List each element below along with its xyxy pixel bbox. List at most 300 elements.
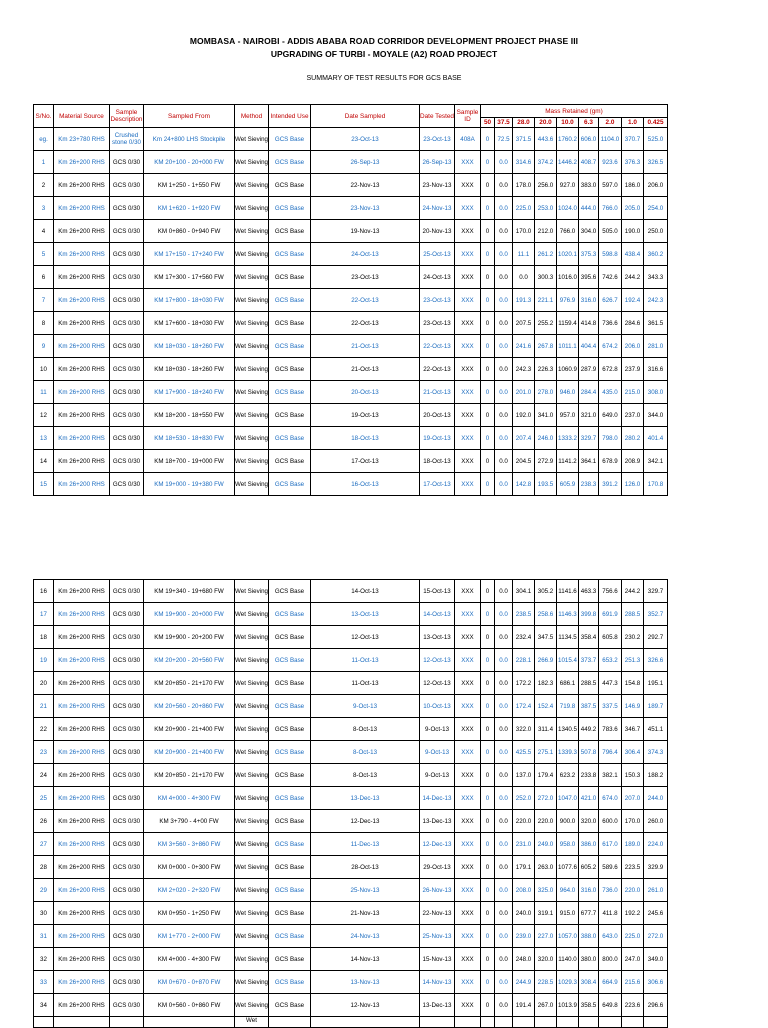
- row-mass-retained: 253.0: [535, 197, 557, 220]
- row-date-sampled: 13-Oct-13: [311, 603, 420, 626]
- row-method: Wet Sieving: [235, 580, 269, 603]
- row-sampled-from: KM 20+850 - 21+170 FW: [144, 672, 235, 695]
- row-date-sampled: 12-Nov-13: [311, 994, 420, 1017]
- row-sampled-from: KM 0+860 - 0+940 FW: [144, 220, 235, 243]
- row-sno: eg.: [34, 128, 54, 151]
- row-mass-retained: 249.0: [535, 833, 557, 856]
- row-sno: 34: [34, 994, 54, 1017]
- row-material-source: Km 26+200 RHS: [54, 197, 110, 220]
- row-mass-retained: 447.3: [599, 672, 622, 695]
- row-mass-retained: 255.2: [535, 312, 557, 335]
- row-mass-retained: 240.0: [513, 902, 535, 925]
- row-mass-retained: 626.7: [599, 289, 622, 312]
- row-date-sampled: 8-Oct-13: [311, 764, 420, 787]
- row-date-sampled: 18-Oct-13: [311, 427, 420, 450]
- row-sampled-from: KM 19+340 - 19+680 FW: [144, 580, 235, 603]
- row-mass-retained: 0.0: [495, 220, 513, 243]
- table-row: [34, 220, 668, 243]
- sieve-size-header: 20.0: [535, 118, 557, 128]
- row-sample-description: GCS 0/30: [110, 879, 144, 902]
- row-date-sampled: 23-Oct-13: [311, 266, 420, 289]
- row-mass-retained: 0: [481, 128, 495, 151]
- row-mass-retained: 796.4: [599, 741, 622, 764]
- row-mass-retained: 306.4: [622, 741, 644, 764]
- row-intended-use: GCS Base: [269, 672, 311, 695]
- row-sampled-from: KM 20+850 - 21+170 FW: [144, 764, 235, 787]
- row-material-source: Km 26+200 RHS: [54, 220, 110, 243]
- row-sno: 28: [34, 856, 54, 879]
- row-mass-retained: 1446.2: [557, 151, 579, 174]
- row-sampled-from: KM 1+250 - 1+550 FW: [144, 174, 235, 197]
- row-mass-retained: 376.3: [622, 151, 644, 174]
- row-sample-id: XXX: [455, 450, 481, 473]
- row-sample-description: GCS 0/30: [110, 994, 144, 1017]
- row-mass-retained: 179.1: [513, 856, 535, 879]
- row-sample-id: XXX: [455, 427, 481, 450]
- row-mass-retained: 0.0: [495, 764, 513, 787]
- row-sample-id: XXX: [455, 243, 481, 266]
- row-mass-retained: 305.2: [535, 580, 557, 603]
- row-mass-retained: 0: [481, 312, 495, 335]
- row-sampled-from: KM 3+560 - 3+860 FW: [144, 833, 235, 856]
- row-mass-retained: 391.2: [599, 473, 622, 496]
- row-date-tested: 9-Oct-13: [420, 718, 455, 741]
- row-mass-retained: 0: [481, 626, 495, 649]
- row-mass-retained: 0.0: [495, 856, 513, 879]
- row-method: Wet Sieving: [235, 128, 269, 151]
- row-mass-retained: 256.0: [535, 174, 557, 197]
- row-date-sampled: 19-Nov-13: [311, 220, 420, 243]
- row-mass-retained: 142.8: [513, 473, 535, 496]
- row-method: Wet Sieving: [235, 312, 269, 335]
- row-sample-id: XXX: [455, 151, 481, 174]
- row-mass-retained: 449.2: [579, 718, 599, 741]
- row-material-source: Km 26+200 RHS: [54, 358, 110, 381]
- row-sample-id: XXX: [455, 718, 481, 741]
- row-mass-retained: 320.0: [535, 948, 557, 971]
- row-intended-use: GCS Base: [269, 948, 311, 971]
- row-mass-retained: 146.9: [622, 695, 644, 718]
- row-mass-retained: 404.4: [579, 335, 599, 358]
- empty-cell: [644, 1017, 668, 1028]
- row-sampled-from: KM 17+600 - 18+030 FW: [144, 312, 235, 335]
- row-intended-use: GCS Base: [269, 695, 311, 718]
- table-row: [34, 810, 668, 833]
- row-date-sampled: 11-Oct-13: [311, 649, 420, 672]
- row-mass-retained: 1339.3: [557, 741, 579, 764]
- row-material-source: Km 26+200 RHS: [54, 787, 110, 810]
- row-mass-retained: 223.6: [622, 994, 644, 1017]
- row-sample-id: XXX: [455, 695, 481, 718]
- row-sample-description: GCS 0/30: [110, 358, 144, 381]
- row-mass-retained: 272.0: [535, 787, 557, 810]
- table-row: [34, 151, 668, 174]
- row-mass-retained: 246.0: [535, 427, 557, 450]
- row-mass-retained: 374.2: [535, 151, 557, 174]
- row-sample-description: GCS 0/30: [110, 335, 144, 358]
- row-mass-retained: 0: [481, 381, 495, 404]
- empty-cell: [110, 1017, 144, 1028]
- row-sample-description: GCS 0/30: [110, 626, 144, 649]
- row-date-sampled: 22-Oct-13: [311, 289, 420, 312]
- row-mass-retained: 0.0: [495, 672, 513, 695]
- row-date-tested: 25-Oct-13: [420, 243, 455, 266]
- row-date-tested: 21-Oct-13: [420, 381, 455, 404]
- row-date-sampled: 24-Nov-13: [311, 925, 420, 948]
- row-sample-id: XXX: [455, 289, 481, 312]
- row-mass-retained: 0: [481, 787, 495, 810]
- row-intended-use: GCS Base: [269, 151, 311, 174]
- row-mass-retained: 0.0: [495, 335, 513, 358]
- row-mass-retained: 337.5: [599, 695, 622, 718]
- row-mass-retained: 314.6: [513, 151, 535, 174]
- row-date-tested: 22-Oct-13: [420, 335, 455, 358]
- row-sample-id: XXX: [455, 335, 481, 358]
- row-date-sampled: 13-Nov-13: [311, 971, 420, 994]
- row-mass-retained: 617.0: [599, 833, 622, 856]
- row-intended-use: GCS Base: [269, 833, 311, 856]
- row-mass-retained: 208.9: [622, 450, 644, 473]
- row-sample-description: GCS 0/30: [110, 243, 144, 266]
- table-row: [34, 381, 668, 404]
- row-sample-description: GCS 0/30: [110, 220, 144, 243]
- row-date-tested: 12-Oct-13: [420, 649, 455, 672]
- row-date-sampled: 23-Nov-13: [311, 197, 420, 220]
- row-mass-retained: 190.0: [622, 220, 644, 243]
- table-row: [34, 833, 668, 856]
- row-mass-retained: 1016.0: [557, 266, 579, 289]
- row-date-sampled: 21-Oct-13: [311, 335, 420, 358]
- row-method: Wet Sieving: [235, 197, 269, 220]
- row-mass-retained: 719.8: [557, 695, 579, 718]
- row-mass-retained: 0: [481, 580, 495, 603]
- row-sample-id: XXX: [455, 833, 481, 856]
- row-mass-retained: 326.5: [644, 151, 668, 174]
- table-row: [34, 672, 668, 695]
- row-material-source: Km 26+200 RHS: [54, 427, 110, 450]
- row-mass-retained: 342.1: [644, 450, 668, 473]
- row-mass-retained: 742.6: [599, 266, 622, 289]
- row-method: Wet: [235, 1017, 269, 1028]
- row-mass-retained: 386.0: [579, 833, 599, 856]
- row-method: Wet Sieving: [235, 741, 269, 764]
- row-sample-description: GCS 0/30: [110, 381, 144, 404]
- row-mass-retained: 0.0: [495, 994, 513, 1017]
- row-mass-retained: 0.0: [495, 243, 513, 266]
- row-intended-use: GCS Base: [269, 174, 311, 197]
- row-sample-description: GCS 0/30: [110, 450, 144, 473]
- row-mass-retained: 233.8: [579, 764, 599, 787]
- row-sample-description: GCS 0/30: [110, 902, 144, 925]
- row-mass-retained: 1140.0: [557, 948, 579, 971]
- row-sampled-from: KM 20+560 - 20+860 FW: [144, 695, 235, 718]
- row-mass-retained: 1760.2: [557, 128, 579, 151]
- row-mass-retained: 205.0: [622, 197, 644, 220]
- row-mass-retained: 414.8: [579, 312, 599, 335]
- row-material-source: Km 26+200 RHS: [54, 925, 110, 948]
- row-sample-description: GCS 0/30: [110, 787, 144, 810]
- row-mass-retained: 0.0: [495, 787, 513, 810]
- row-mass-retained: 207.0: [622, 787, 644, 810]
- row-mass-retained: 957.0: [557, 404, 579, 427]
- row-mass-retained: 408.7: [579, 151, 599, 174]
- row-mass-retained: 215.6: [622, 971, 644, 994]
- row-mass-retained: 0: [481, 358, 495, 381]
- row-intended-use: GCS Base: [269, 427, 311, 450]
- table-row: [34, 925, 668, 948]
- row-mass-retained: 189.0: [622, 833, 644, 856]
- row-sample-description: GCS 0/30: [110, 473, 144, 496]
- row-intended-use: GCS Base: [269, 925, 311, 948]
- row-material-source: Km 26+200 RHS: [54, 626, 110, 649]
- table-row: [34, 312, 668, 335]
- row-mass-retained: 0.0: [495, 626, 513, 649]
- table-row-partial: [34, 1017, 668, 1028]
- row-mass-retained: 1333.2: [557, 427, 579, 450]
- row-mass-retained: 329.7: [644, 580, 668, 603]
- row-mass-retained: 0: [481, 151, 495, 174]
- row-date-tested: 13-Oct-13: [420, 626, 455, 649]
- row-method: Wet Sieving: [235, 810, 269, 833]
- row-mass-retained: 0: [481, 450, 495, 473]
- sieve-size-header: 37.5: [495, 118, 513, 128]
- row-mass-retained: 188.2: [644, 764, 668, 787]
- row-mass-retained: 0.0: [495, 741, 513, 764]
- empty-cell: [579, 1017, 599, 1028]
- row-mass-retained: 964.0: [557, 879, 579, 902]
- row-mass-retained: 254.0: [644, 197, 668, 220]
- table-row: [34, 741, 668, 764]
- row-mass-retained: 281.0: [644, 335, 668, 358]
- row-mass-retained: 387.5: [579, 695, 599, 718]
- row-sample-description: GCS 0/30: [110, 833, 144, 856]
- col-material-source: Material Source: [54, 105, 110, 128]
- results-body-bottom: [34, 580, 668, 1028]
- row-mass-retained: 605.2: [579, 856, 599, 879]
- row-mass-retained: 444.0: [579, 197, 599, 220]
- row-mass-retained: 0.0: [495, 289, 513, 312]
- row-sampled-from: KM 4+000 - 4+300 FW: [144, 948, 235, 971]
- row-mass-retained: 597.0: [599, 174, 622, 197]
- row-sample-id: XXX: [455, 879, 481, 902]
- row-material-source: Km 26+200 RHS: [54, 473, 110, 496]
- row-mass-retained: 0: [481, 741, 495, 764]
- row-method: Wet Sieving: [235, 450, 269, 473]
- row-method: Wet Sieving: [235, 381, 269, 404]
- row-sample-id: XXX: [455, 971, 481, 994]
- row-mass-retained: 224.0: [644, 833, 668, 856]
- row-mass-retained: 1340.5: [557, 718, 579, 741]
- row-mass-retained: 0.0: [495, 925, 513, 948]
- row-material-source: Km 26+200 RHS: [54, 289, 110, 312]
- row-date-sampled: 25-Nov-13: [311, 879, 420, 902]
- row-mass-retained: 0.0: [495, 810, 513, 833]
- row-date-sampled: 26-Sep-13: [311, 151, 420, 174]
- row-method: Wet Sieving: [235, 971, 269, 994]
- report-title: MOMBASA - NAIROBI - ADDIS ABABA ROAD CORRIDOR DEVELOPMENT PROJECT PHASE III: [189, 36, 579, 46]
- row-method: Wet Sieving: [235, 473, 269, 496]
- row-sno: 21: [34, 695, 54, 718]
- row-mass-retained: 284.4: [579, 381, 599, 404]
- row-mass-retained: 1047.0: [557, 787, 579, 810]
- row-method: Wet Sieving: [235, 289, 269, 312]
- row-mass-retained: 358.5: [579, 994, 599, 1017]
- row-mass-retained: 304.1: [513, 580, 535, 603]
- row-mass-retained: 170.8: [644, 473, 668, 496]
- row-sample-id: 408A: [455, 128, 481, 151]
- row-mass-retained: 267.8: [535, 335, 557, 358]
- row-sample-description: GCS 0/30: [110, 427, 144, 450]
- row-method: Wet Sieving: [235, 358, 269, 381]
- row-intended-use: GCS Base: [269, 473, 311, 496]
- row-sample-description: GCS 0/30: [110, 312, 144, 335]
- row-sno: 16: [34, 580, 54, 603]
- row-date-tested: 12-Dec-13: [420, 833, 455, 856]
- row-date-sampled: 21-Oct-13: [311, 358, 420, 381]
- row-mass-retained: 172.4: [513, 695, 535, 718]
- row-sampled-from: KM 20+200 - 20+560 FW: [144, 649, 235, 672]
- row-mass-retained: 320.0: [579, 810, 599, 833]
- table-row: [34, 174, 668, 197]
- empty-cell: [269, 1017, 311, 1028]
- row-method: Wet Sieving: [235, 948, 269, 971]
- row-sno: 9: [34, 335, 54, 358]
- row-sample-id: XXX: [455, 810, 481, 833]
- results-table-bottom: [33, 579, 668, 1028]
- row-intended-use: GCS Base: [269, 810, 311, 833]
- row-material-source: Km 26+200 RHS: [54, 994, 110, 1017]
- empty-cell: [599, 1017, 622, 1028]
- row-sampled-from: KM 19+900 - 20+000 FW: [144, 603, 235, 626]
- row-mass-retained: 272.0: [644, 925, 668, 948]
- table-row: [34, 971, 668, 994]
- row-mass-retained: 250.0: [644, 220, 668, 243]
- row-date-sampled: 17-Oct-13: [311, 450, 420, 473]
- row-date-sampled: 22-Oct-13: [311, 312, 420, 335]
- row-date-sampled: 28-Oct-13: [311, 856, 420, 879]
- row-mass-retained: 643.0: [599, 925, 622, 948]
- row-mass-retained: 0.0: [495, 266, 513, 289]
- row-mass-retained: 0: [481, 925, 495, 948]
- row-mass-retained: 0.0: [495, 381, 513, 404]
- table-row: [34, 856, 668, 879]
- row-intended-use: GCS Base: [269, 994, 311, 1017]
- row-mass-retained: 195.1: [644, 672, 668, 695]
- row-sampled-from: KM 2+020 - 2+320 FW: [144, 879, 235, 902]
- row-mass-retained: 0.0: [495, 450, 513, 473]
- empty-cell: [535, 1017, 557, 1028]
- results-body-top: [34, 128, 668, 496]
- row-mass-retained: 0.0: [495, 948, 513, 971]
- row-mass-retained: 1104.0: [599, 128, 622, 151]
- row-sample-id: XXX: [455, 948, 481, 971]
- row-mass-retained: 288.5: [622, 603, 644, 626]
- row-mass-retained: 388.0: [579, 925, 599, 948]
- row-mass-retained: 344.0: [644, 404, 668, 427]
- row-intended-use: GCS Base: [269, 335, 311, 358]
- row-mass-retained: 192.2: [622, 902, 644, 925]
- row-mass-retained: 300.3: [535, 266, 557, 289]
- row-mass-retained: 186.0: [622, 174, 644, 197]
- row-intended-use: GCS Base: [269, 312, 311, 335]
- row-mass-retained: 0: [481, 718, 495, 741]
- row-mass-retained: 137.0: [513, 764, 535, 787]
- row-mass-retained: 287.9: [579, 358, 599, 381]
- row-mass-retained: 201.0: [513, 381, 535, 404]
- row-mass-retained: 976.9: [557, 289, 579, 312]
- row-mass-retained: 11.1: [513, 243, 535, 266]
- row-date-sampled: 22-Nov-13: [311, 174, 420, 197]
- row-sample-description: GCS 0/30: [110, 695, 144, 718]
- row-mass-retained: 1141.2: [557, 450, 579, 473]
- row-mass-retained: 915.0: [557, 902, 579, 925]
- row-mass-retained: 227.0: [535, 925, 557, 948]
- row-mass-retained: 204.5: [513, 450, 535, 473]
- row-mass-retained: 1141.6: [557, 580, 579, 603]
- row-mass-retained: 1060.9: [557, 358, 579, 381]
- row-date-tested: 17-Oct-13: [420, 473, 455, 496]
- row-sampled-from: KM 0+950 - 1+250 FW: [144, 902, 235, 925]
- row-material-source: Km 26+200 RHS: [54, 902, 110, 925]
- row-mass-retained: 272.9: [535, 450, 557, 473]
- row-intended-use: GCS Base: [269, 381, 311, 404]
- row-sampled-from: KM 18+200 - 18+550 FW: [144, 404, 235, 427]
- row-mass-retained: 189.7: [644, 695, 668, 718]
- row-intended-use: GCS Base: [269, 220, 311, 243]
- row-mass-retained: 623.2: [557, 764, 579, 787]
- row-mass-retained: 0.0: [495, 197, 513, 220]
- row-intended-use: GCS Base: [269, 902, 311, 925]
- row-date-tested: 29-Oct-13: [420, 856, 455, 879]
- row-date-tested: 25-Nov-13: [420, 925, 455, 948]
- row-sample-id: XXX: [455, 672, 481, 695]
- row-mass-retained: 329.9: [644, 856, 668, 879]
- row-mass-retained: 435.0: [599, 381, 622, 404]
- row-mass-retained: 678.9: [599, 450, 622, 473]
- row-mass-retained: 280.2: [622, 427, 644, 450]
- table-row: [34, 404, 668, 427]
- row-mass-retained: 244.2: [622, 266, 644, 289]
- row-mass-retained: 207.4: [513, 427, 535, 450]
- row-sampled-from: KM 19+900 - 20+200 FW: [144, 626, 235, 649]
- row-mass-retained: 221.1: [535, 289, 557, 312]
- empty-cell: [495, 1017, 513, 1028]
- row-material-source: Km 26+200 RHS: [54, 695, 110, 718]
- row-sno: 29: [34, 879, 54, 902]
- row-date-tested: 19-Oct-13: [420, 427, 455, 450]
- row-intended-use: GCS Base: [269, 764, 311, 787]
- col-intended-use: Intended Use: [269, 105, 311, 128]
- row-mass-retained: 664.9: [599, 971, 622, 994]
- row-sampled-from: KM 18+030 - 18+260 FW: [144, 358, 235, 381]
- row-mass-retained: 605.8: [599, 626, 622, 649]
- row-mass-retained: 443.6: [535, 128, 557, 151]
- row-date-tested: 26-Sep-13: [420, 151, 455, 174]
- row-date-sampled: 14-Oct-13: [311, 580, 420, 603]
- row-mass-retained: 0.0: [495, 580, 513, 603]
- row-sample-description: GCS 0/30: [110, 197, 144, 220]
- row-date-tested: 22-Oct-13: [420, 358, 455, 381]
- row-mass-retained: 606.0: [579, 128, 599, 151]
- col-date-sampled: Date Sampled: [311, 105, 420, 128]
- row-sno: 20: [34, 672, 54, 695]
- row-sample-description: GCS 0/30: [110, 925, 144, 948]
- row-sno: 24: [34, 764, 54, 787]
- row-mass-retained: 304.0: [579, 220, 599, 243]
- row-sampled-from: KM 17+300 - 17+560 FW: [144, 266, 235, 289]
- row-mass-retained: 0: [481, 856, 495, 879]
- row-sample-id: XXX: [455, 626, 481, 649]
